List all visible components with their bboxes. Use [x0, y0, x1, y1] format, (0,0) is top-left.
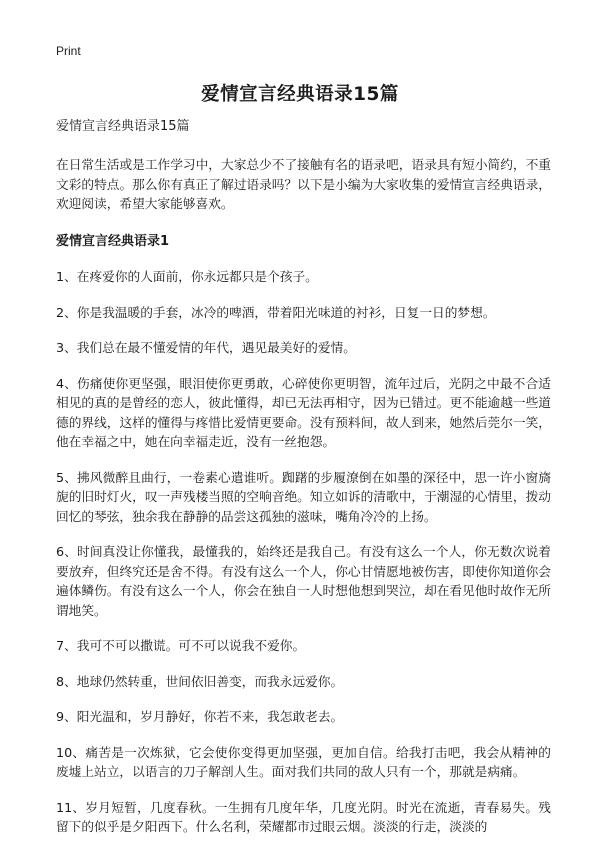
quote-item: 1、在疼爱你的人面前，你永远都只是个孩子。: [56, 269, 318, 284]
quote-item: 2、你是我温暖的手套，冰冷的啤酒，带着阳光味道的衬衫，日复一日的梦想。: [56, 304, 496, 320]
quote-item: 7、我可不可以撒谎。可不可以说我不爱你。: [56, 638, 306, 653]
article-body: [56, 118, 551, 853]
quote-item: 11、岁月短暂，几度春秋。一生拥有几度年华，几度光阴。时光在流逝，青春易失。残留下的似乎是夕阳西下。什么名利，荣耀都市过眼云烟。淡淡的行走，淡淡的: [56, 799, 551, 834]
quote-item: 3、我们总在最不懂爱情的年代，遇见最美好的爱情。: [56, 340, 356, 355]
quote-item: 6、时间真没让你懂我，最懂我的，始终还是我自己。有没有这么一个人，你无数次说着要放弃，但终究还是舍不得。有没有这么一个人，你心甘情愿地被伤害，即使你知道你会遍体鳞伤。有没有这么一个人，你会在独自一人时想他想到哭泣，却在看见他时故作无所谓地笑。: [56, 544, 551, 618]
intro-paragraph: 在日常生活或是工作学习中，大家总少不了接触有名的语录吧，语录具有短小简约，不重文彩的特点。那么你有真正了解过语录吗？以下是小编为大家收集的爱情宣言经典语录，欢迎阅读，希望大家能够喜欢。: [56, 157, 551, 211]
quote-item: 9、阳光温和，岁月静好，你若不来，我怎敢老去。: [56, 709, 344, 724]
article-subtitle: 爱情宣言经典语录15篇: [56, 119, 190, 134]
quote-item: 10、痛苦是一次炼狱，它会使你变得更加坚强，更加自信。给我打击吧，我会从精神的废墟上站立，以语言的刀子解剖人生。面对我们共同的敌人只有一个，那就是病痛。: [56, 744, 551, 779]
quote-item: 8、地球仍然转重，世间依旧善变，而我永远爱你。: [56, 673, 344, 689]
page-title: 爱情宣言经典语录15篇: [201, 84, 399, 105]
section-heading: 爱情宣言经典语录1: [56, 233, 170, 249]
print-link[interactable]: Print: [56, 44, 81, 58]
quote-item: 4、伤痛使你更坚强，眼泪使你更勇敢，心碎使你更明智，流年过后，光阴之中最不合适相见的真的是曾经的恋人，彼此懂得，却已无法再相守，因为已错过。更不能逾越一些道德的界线，这样的懂得与疼惜比爱情更要命。没有预料间，故人到来，她然后莞尔一笑，他在幸福之中，她在向幸福走近，没有一丝抱怨。: [56, 375, 551, 449]
quote-item: 5、拂风微醉且曲行，一卷素心遣谁听。踟躇的步履潦倒在如墨的深径中，思一许小窗旖旎的旧时灯火，叹一声残楼当照的空响音绝。知立如诉的清歌中，于潮湿的心情里，拨动回忆的琴弦，独余我在静静的品尝这孤独的滋味，嘴角冷冷的上扬。: [56, 469, 551, 524]
quote-list: [56, 267, 551, 837]
